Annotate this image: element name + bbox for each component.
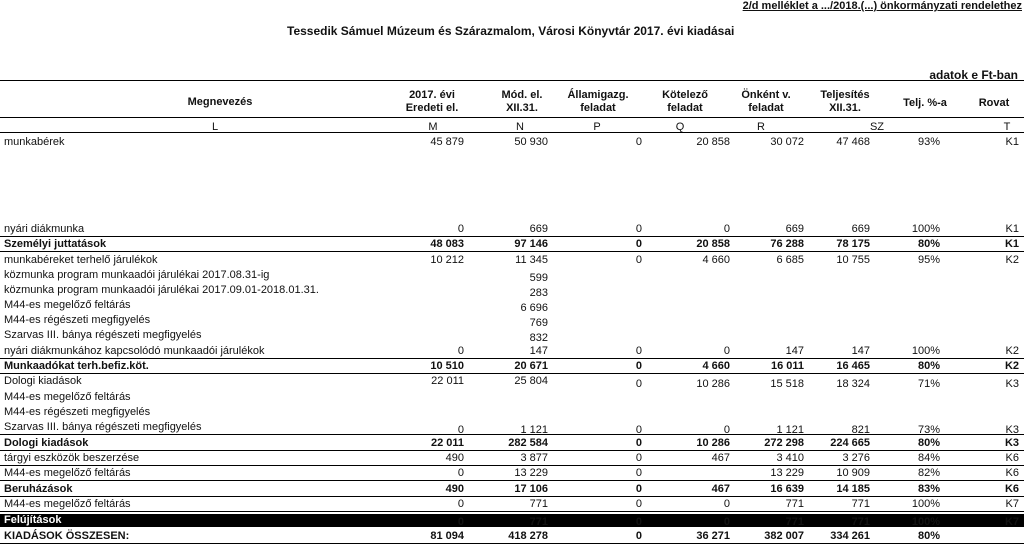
table-row xyxy=(0,223,1024,237)
cell-n: 147 xyxy=(529,345,548,357)
cell-p: 0 xyxy=(635,467,642,479)
cell-n: 283 xyxy=(529,287,548,299)
cell-p: 0 xyxy=(635,378,642,390)
cell-q: 20 858 xyxy=(696,238,730,250)
cell-n: 282 584 xyxy=(508,437,548,449)
cell-q: 4 660 xyxy=(702,254,730,266)
header-mid-rule xyxy=(0,117,1024,118)
cell-n: 1 121 xyxy=(520,424,548,436)
row-name: Felújítások xyxy=(4,514,62,526)
cell-pct: 100% xyxy=(911,516,940,528)
cell-p: 0 xyxy=(635,254,642,266)
cell-r: 13 229 xyxy=(770,467,804,479)
cell-m: 0 xyxy=(457,424,464,436)
cell-sz: 334 261 xyxy=(830,530,870,542)
cell-p: 0 xyxy=(635,424,642,436)
cell-sz: 10 909 xyxy=(836,467,870,479)
cell-sz: 224 665 xyxy=(830,437,870,449)
cell-sz: 147 xyxy=(851,345,870,357)
row-name: tárgyi eszközök beszerzése xyxy=(4,452,140,464)
col-header-pct: Telj. %-a xyxy=(903,97,947,109)
cell-m: 81 094 xyxy=(430,530,464,542)
cell-n: 97 146 xyxy=(514,238,548,250)
cell-pct: 93% xyxy=(917,136,940,148)
page-title: Tessedik Sámuel Múzeum és Szárazmalom, Városi Könyvtár 2017. évi kiadásai xyxy=(287,24,735,38)
cell-q: 0 xyxy=(723,424,730,436)
col-letter-sz: SZ xyxy=(869,121,885,133)
cell-pct: 100% xyxy=(911,223,940,235)
row-name: munkabéreket terhelő járulékok xyxy=(4,254,158,266)
cell-sz: 78 175 xyxy=(836,238,870,250)
cell-r: 16 011 xyxy=(770,360,804,372)
row-name: M44-es megelőző feltárás xyxy=(4,299,131,311)
cell-n: 20 671 xyxy=(514,360,548,372)
table-row xyxy=(0,360,1024,374)
row-name: M44-es megelőző feltárás xyxy=(4,391,131,403)
row-name: Szarvas III. bánya régészeti megfigyelés xyxy=(4,329,202,341)
table-row xyxy=(0,452,1024,466)
col-header-sz: Teljesítés XII.31. xyxy=(820,89,870,114)
cell-sz: 10 755 xyxy=(836,254,870,266)
cell-n: 599 xyxy=(529,272,548,284)
col-letter-t: T xyxy=(1003,121,1011,133)
cell-q: 36 271 xyxy=(696,530,730,542)
row-name: munkabérek xyxy=(4,136,65,148)
cell-q: 0 xyxy=(723,498,730,510)
row-name: közmunka program munkaadói járulékai 2017.09.01-2018.01.31. xyxy=(4,284,319,296)
row-name: Beruházások xyxy=(4,483,73,495)
cell-q: 467 xyxy=(711,452,730,464)
table-row xyxy=(0,375,1024,388)
cell-m: 45 879 xyxy=(430,136,464,148)
cell-sz: 669 xyxy=(851,223,870,235)
row-name: KIADÁSOK ÖSSZESEN: xyxy=(4,530,130,542)
cell-t: K6 xyxy=(1005,452,1019,464)
unit-label: adatok e Ft-ban xyxy=(929,68,1018,82)
table-row xyxy=(0,345,1024,359)
cell-r: 382 007 xyxy=(764,530,804,542)
table-row xyxy=(0,299,1024,312)
row-name: nyári diákmunkához kapcsolódó munkaadói járulékok xyxy=(4,345,265,357)
cell-t: K7 xyxy=(1004,516,1019,528)
cell-p: 0 xyxy=(635,437,642,449)
col-letter-n: N xyxy=(516,121,524,133)
cell-sz: 3 276 xyxy=(842,452,870,464)
cell-p: 0 xyxy=(635,360,642,372)
cell-q: 0 xyxy=(723,516,730,528)
table-row xyxy=(0,284,1024,297)
cell-m: 22 011 xyxy=(430,437,464,449)
cell-q: 10 286 xyxy=(696,378,730,390)
cell-p: 0 xyxy=(635,345,642,357)
cell-t: K3 xyxy=(1005,424,1019,436)
table-row xyxy=(0,467,1024,481)
row-name: közmunka program munkaadói járulékai 2017.08.31-ig xyxy=(4,269,270,281)
table-row xyxy=(0,483,1024,497)
cell-p: 0 xyxy=(635,238,642,250)
col-letter-r: R xyxy=(757,121,765,133)
cell-m: 10 510 xyxy=(430,360,464,372)
cell-m: 490 xyxy=(445,452,464,464)
cell-m: 0 xyxy=(457,345,464,357)
cell-sz: 47 468 xyxy=(836,136,870,148)
cell-q: 0 xyxy=(723,345,730,357)
table-row xyxy=(0,238,1024,252)
col-header-m: 2017. évi Eredeti el. xyxy=(405,89,459,114)
row-name: nyári diákmunka xyxy=(4,223,85,235)
cell-n: 832 xyxy=(529,332,548,344)
cell-n: 50 930 xyxy=(514,136,548,148)
col-letter-p: P xyxy=(593,121,601,133)
cell-n: 669 xyxy=(529,223,548,235)
cell-n: 3 877 xyxy=(520,452,548,464)
cell-sz: 771 xyxy=(851,498,870,510)
cell-pct: 82% xyxy=(917,467,940,479)
table-row xyxy=(0,254,1024,267)
cell-m: 490 xyxy=(445,483,464,495)
cell-n: 418 278 xyxy=(508,530,548,542)
col-letter-m: M xyxy=(428,121,438,133)
cell-m: 0 xyxy=(457,498,464,510)
cell-q: 0 xyxy=(723,223,730,235)
cell-sz: 18 324 xyxy=(836,378,870,390)
reference-note: 2/d melléklet a .../2018.(...) önkormányzati rendelethez xyxy=(742,0,1022,12)
cell-q: 20 858 xyxy=(696,136,730,148)
cell-r: 16 639 xyxy=(770,483,804,495)
cell-n: 17 106 xyxy=(514,483,548,495)
cell-t: K3 xyxy=(1005,378,1019,390)
cell-pct: 73% xyxy=(917,424,940,436)
cell-t: K7 xyxy=(1005,498,1019,510)
col-header-q: Kötelező feladat xyxy=(662,89,708,114)
col-letter-l: L xyxy=(211,121,219,133)
cell-pct: 80% xyxy=(917,360,940,372)
cell-m: 22 011 xyxy=(431,375,464,387)
table-row xyxy=(0,437,1024,451)
table-row xyxy=(0,314,1024,327)
table-row xyxy=(0,269,1024,282)
cell-r: 76 288 xyxy=(770,238,804,250)
col-header-name: Megnevezés xyxy=(187,96,253,108)
cell-t: K3 xyxy=(1004,437,1019,449)
cell-r: 6 685 xyxy=(776,254,804,266)
cell-q: 10 286 xyxy=(696,437,730,449)
row-name: M44-es régészeti megfigyelés xyxy=(4,314,151,326)
cell-t: K6 xyxy=(1005,467,1019,479)
table-row-values xyxy=(0,516,1024,529)
cell-r: 15 518 xyxy=(770,378,804,390)
cell-pct: 80% xyxy=(917,530,940,542)
cell-sz: 821 xyxy=(851,424,870,436)
cell-q: 4 660 xyxy=(702,360,730,372)
cell-t: K6 xyxy=(1004,483,1019,495)
col-header-n: Mód. el. XII.31. xyxy=(501,89,543,114)
cell-t: K1 xyxy=(1005,136,1019,148)
cell-t: K2 xyxy=(1005,345,1019,357)
cell-n: 771 xyxy=(529,498,548,510)
cell-m: 0 xyxy=(457,467,464,479)
table-row xyxy=(0,136,1024,149)
cell-pct: 100% xyxy=(911,345,940,357)
cell-t: K1 xyxy=(1005,223,1019,235)
row-name: Dologi kiadások xyxy=(4,437,89,449)
cell-t: K1 xyxy=(1004,238,1019,250)
table-row xyxy=(0,329,1024,342)
row-name: Munkaadókat terh.befiz.köt. xyxy=(4,360,149,372)
table-row xyxy=(0,498,1024,512)
cell-n: 6 696 xyxy=(520,302,548,314)
cell-pct: 84% xyxy=(917,452,940,464)
header-top-rule xyxy=(0,80,1024,81)
cell-sz: 14 185 xyxy=(836,483,870,495)
cell-p: 0 xyxy=(635,498,642,510)
cell-q: 467 xyxy=(711,483,730,495)
cell-sz: 16 465 xyxy=(836,360,870,372)
cell-r: 272 298 xyxy=(764,437,804,449)
cell-t: K2 xyxy=(1004,360,1019,372)
row-name: M44-es régészeti megfigyelés xyxy=(4,406,151,418)
cell-p: 0 xyxy=(635,530,642,542)
row-name: Szarvas III. bánya régészeti megfigyelés xyxy=(4,421,202,433)
col-letter-q: Q xyxy=(675,121,685,133)
cell-r: 1 121 xyxy=(776,424,804,436)
cell-r: 30 072 xyxy=(770,136,804,148)
cell-p: 0 xyxy=(635,452,642,464)
cell-t: K2 xyxy=(1005,254,1019,266)
cell-n: 769 xyxy=(529,317,548,329)
cell-r: 771 xyxy=(785,516,804,528)
cell-r: 771 xyxy=(785,498,804,510)
table-row xyxy=(0,406,1024,419)
col-header-t: Rovat xyxy=(978,97,1010,109)
cell-pct: 71% xyxy=(917,378,940,390)
cell-pct: 83% xyxy=(917,483,940,495)
cell-m: 48 083 xyxy=(430,238,464,250)
cell-r: 3 410 xyxy=(776,452,804,464)
cell-m: 0 xyxy=(457,516,464,528)
row-name: Személyi juttatások xyxy=(4,238,107,250)
cell-p: 0 xyxy=(635,483,642,495)
cell-p: 0 xyxy=(635,516,642,528)
row-name: M44-es megelőző feltárás xyxy=(4,467,131,479)
header-bottom-rule xyxy=(0,132,1024,133)
table-row-total xyxy=(0,530,1024,544)
row-name: Dologi kiadások xyxy=(4,375,82,387)
cell-pct: 100% xyxy=(911,498,940,510)
cell-m: 10 212 xyxy=(430,254,464,266)
cell-pct: 95% xyxy=(917,254,940,266)
cell-n: 25 804 xyxy=(514,375,548,387)
cell-p: 0 xyxy=(635,136,642,148)
cell-p: 0 xyxy=(635,223,642,235)
cell-n: 771 xyxy=(529,516,548,528)
table-row xyxy=(0,421,1024,435)
col-header-r: Önként v. feladat xyxy=(741,89,791,114)
cell-n: 11 345 xyxy=(515,254,548,266)
cell-pct: 80% xyxy=(917,437,940,449)
cell-m: 0 xyxy=(457,223,464,235)
table-row xyxy=(0,391,1024,404)
cell-r: 147 xyxy=(785,345,804,357)
cell-r: 669 xyxy=(785,223,804,235)
cell-n: 13 229 xyxy=(514,467,548,479)
row-name: M44-es megelőző feltárás xyxy=(4,498,131,510)
col-header-p: Államigazg. feladat xyxy=(567,89,629,114)
cell-sz: 771 xyxy=(851,516,870,528)
cell-pct: 80% xyxy=(917,238,940,250)
